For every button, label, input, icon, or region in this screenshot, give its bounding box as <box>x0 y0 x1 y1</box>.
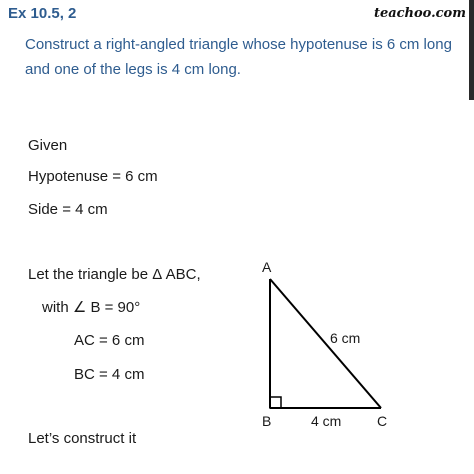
given-side: Side = 4 cm <box>28 201 108 218</box>
let-triangle-text: Let the triangle be Δ ABC, <box>28 266 201 283</box>
vertex-c-label: C <box>377 413 388 429</box>
vertex-b-label: B <box>262 413 272 429</box>
vertex-a-label: A <box>262 259 272 275</box>
hypotenuse-label: 6 cm <box>330 330 361 346</box>
ac-length-text: AC = 6 cm <box>74 332 145 349</box>
given-hypotenuse: Hypotenuse = 6 cm <box>28 168 158 185</box>
side-ac <box>270 279 381 408</box>
given-heading: Given <box>28 137 68 154</box>
construct-text: Let’s construct it <box>28 430 137 447</box>
right-angle-marker <box>270 397 281 408</box>
base-label: 4 cm <box>311 413 342 429</box>
angle-text: with ∠ B = 90° <box>42 299 141 316</box>
exercise-title: Ex 10.5, 2 <box>8 5 77 22</box>
brand-logo: teachoo.com <box>373 6 466 21</box>
question-text: Construct a right-angled triangle whose hypotenuse is 6 cm long and one of the legs is 4 cm long. <box>25 36 452 78</box>
bc-length-text: BC = 4 cm <box>74 366 145 383</box>
